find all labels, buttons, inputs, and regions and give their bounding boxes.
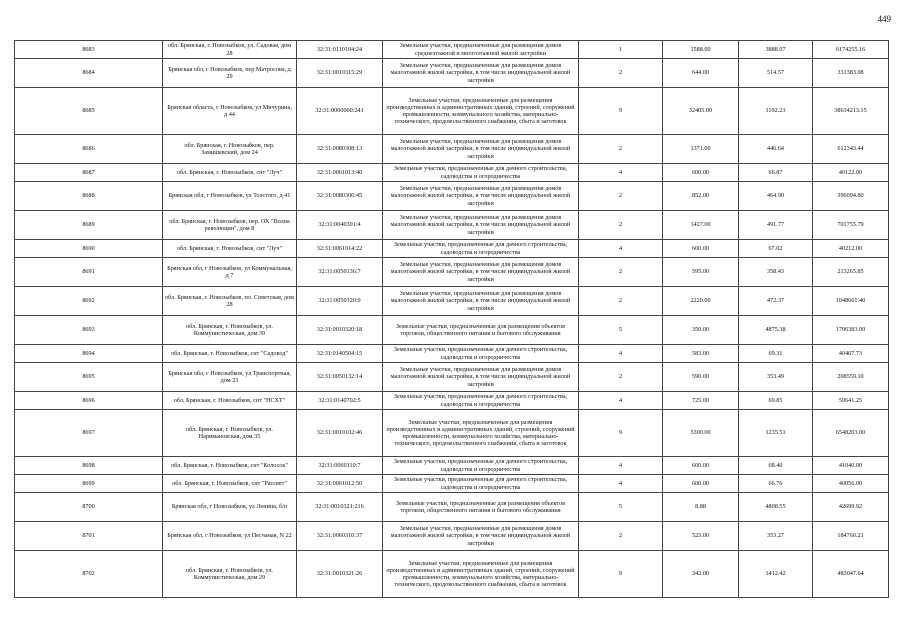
- address-cell: Брянская обл, г Новозыбков, ул Коммунальная, д 7: [163, 258, 297, 287]
- area-cell: 523.00: [663, 522, 739, 551]
- area-cell: 644.00: [663, 59, 739, 88]
- row-number-cell: 8688: [15, 182, 163, 211]
- area-cell: 1588.00: [663, 41, 739, 59]
- row-number-cell: 8698: [15, 457, 163, 475]
- page-number: 449: [877, 14, 891, 24]
- cadastral-value-cell: 483047.64: [813, 551, 889, 598]
- address-cell: обл. Брянская, г. Новозыбков, снт "Луч": [163, 164, 297, 182]
- address-cell: Брянская обл, г Новозыбков, ул Ленина, б/н: [163, 493, 297, 522]
- table-row: [15, 258, 889, 287]
- area-cell: 590.00: [663, 363, 739, 392]
- cadastral-number-cell: 32:31:0000000:241: [297, 88, 383, 135]
- cadastral-number-cell: 32:31:0061012:50: [297, 475, 383, 493]
- address-cell: обл. Брянская, г. Новозыбков, снт "Луч": [163, 240, 297, 258]
- area-cell: 583.00: [663, 345, 739, 363]
- unit-value-cell: 1235.51: [739, 410, 813, 457]
- unit-value-cell: 491.77: [739, 211, 813, 240]
- address-cell: обл. Брянская, г. Новозыбков, снт "Рассвет": [163, 475, 297, 493]
- cadastral-value-cell: 42699.92: [813, 493, 889, 522]
- cadastral-value-cell: 701755.79: [813, 211, 889, 240]
- use-group-cell: 2: [579, 522, 663, 551]
- cadastral-value-cell: 40122.00: [813, 164, 889, 182]
- row-number-cell: 8693: [15, 316, 163, 345]
- area-cell: 600.00: [663, 240, 739, 258]
- cadastral-number-cell: 32:31:0080308:13: [297, 135, 383, 164]
- unit-value-cell: 464.90: [739, 182, 813, 211]
- land-use-cell: Земельные участки, предназначенные для дачного строительства, садоводства и огородничества: [383, 164, 579, 182]
- table-row: [15, 164, 889, 182]
- land-use-cell: Земельные участки, предназначенные для размещения объектов торговли, общественного питания и бытового обслуживания: [383, 316, 579, 345]
- use-group-cell: 5: [579, 493, 663, 522]
- unit-value-cell: 358.43: [739, 258, 813, 287]
- table-row: [15, 88, 889, 135]
- address-cell: обл. Брянская, г. Новозыбков, ул. Наримановская, дом 35: [163, 410, 297, 457]
- table-row: [15, 41, 889, 59]
- unit-value-cell: 514.57: [739, 59, 813, 88]
- cadastral-number-cell: 32:31:0010320:18: [297, 316, 383, 345]
- row-number-cell: 8687: [15, 164, 163, 182]
- cadastral-number-cell: 32:31:0050136:7: [297, 258, 383, 287]
- row-number-cell: 8685: [15, 88, 163, 135]
- use-group-cell: 4: [579, 240, 663, 258]
- table-row: [15, 363, 889, 392]
- area-cell: 1427.00: [663, 211, 739, 240]
- table-row: [15, 287, 889, 316]
- area-cell: 8.88: [663, 493, 739, 522]
- unit-value-cell: 1192.23: [739, 88, 813, 135]
- cadastral-number-cell: 32:31:0140504:15: [297, 345, 383, 363]
- land-use-cell: Земельные участки, предназначенные для размещения домов малоэтажной жилой застройки, в том числе индивидуальной жилой застройки: [383, 363, 579, 392]
- cadastre-table: [14, 40, 889, 598]
- row-number-cell: 8684: [15, 59, 163, 88]
- cadastral-number-cell: 32:31:0010321:216: [297, 493, 383, 522]
- row-number-cell: 8686: [15, 135, 163, 164]
- cadastral-number-cell: 32:31:0060310:37: [297, 522, 383, 551]
- address-cell: обл. Брянская, г. Новозыбков, снт "Садовод": [163, 345, 297, 363]
- unit-value-cell: 66.76: [739, 475, 813, 493]
- row-number-cell: 8694: [15, 345, 163, 363]
- row-number-cell: 8696: [15, 392, 163, 410]
- row-number-cell: 8689: [15, 211, 163, 240]
- address-cell: обл. Брянская, г. Новозыбков, пл. Советская, дом 28: [163, 287, 297, 316]
- address-cell: обл. Брянская, г. Новозыбков, снт "НСХТ": [163, 392, 297, 410]
- address-cell: обл. Брянская, г. Новозыбков, ул. Садовая, дом 28: [163, 41, 297, 59]
- use-group-cell: 9: [579, 88, 663, 135]
- use-group-cell: 2: [579, 59, 663, 88]
- address-cell: обл. Брянская, г. Новозыбков, ул. Коммунистическая, дом 39: [163, 316, 297, 345]
- row-number-cell: 8700: [15, 493, 163, 522]
- unit-value-cell: 446.64: [739, 135, 813, 164]
- address-cell: Брянская обл, г Новозыбков, ул Транспортная, дом 23: [163, 363, 297, 392]
- use-group-cell: 4: [579, 475, 663, 493]
- cadastral-number-cell: 32:31:0010102:46: [297, 410, 383, 457]
- row-number-cell: 8701: [15, 522, 163, 551]
- table-row: [15, 240, 889, 258]
- address-cell: Брянская обл, г Новозыбков, ул Песчаная, N 22: [163, 522, 297, 551]
- area-cell: 350.00: [663, 316, 739, 345]
- land-use-cell: Земельные участки, предназначенные для размещения домов малоэтажной жилой застройки, в том числе индивидуальной жилой застройки: [383, 258, 579, 287]
- table-row: [15, 316, 889, 345]
- use-group-cell: 9: [579, 410, 663, 457]
- land-use-cell: Земельные участки, предназначенные для размещения производственных и административных зданий, строений, сооружений промышленности, коммунального хозяйства, материально-технического, продовольственного снабжения, сбыта и заготовок: [383, 88, 579, 135]
- cadastral-value-cell: 184760.21: [813, 522, 889, 551]
- land-use-cell: Земельные участки, предназначенные для размещения домов среднеэтажной и многоэтажной жилой застройки: [383, 41, 579, 59]
- land-use-cell: Земельные участки, предназначенные для дачного строительства, садоводства и огородничества: [383, 345, 579, 363]
- area-cell: 595.00: [663, 258, 739, 287]
- area-cell: 1371.00: [663, 135, 739, 164]
- table-body: [15, 41, 889, 598]
- row-number-cell: 8691: [15, 258, 163, 287]
- use-group-cell: 9: [579, 551, 663, 598]
- cadastral-value-cell: 396094.80: [813, 182, 889, 211]
- address-cell: обл. Брянская, г. Новозыбков, ул. Коммунистическая, дом 29: [163, 551, 297, 598]
- cadastral-number-cell: 32:31:0050320:9: [297, 287, 383, 316]
- area-cell: 2220.00: [663, 287, 739, 316]
- cadastral-value-cell: 50641.25: [813, 392, 889, 410]
- cadastral-value-cell: 331383.08: [813, 59, 889, 88]
- table-row: [15, 392, 889, 410]
- cadastral-value-cell: 612343.44: [813, 135, 889, 164]
- cadastral-number-cell: 32:31:0110104:24: [297, 41, 383, 59]
- unit-value-cell: 69.85: [739, 392, 813, 410]
- cadastral-value-cell: 1706383.00: [813, 316, 889, 345]
- unit-value-cell: 3888.07: [739, 41, 813, 59]
- cadastral-value-cell: 1048661.40: [813, 287, 889, 316]
- cadastral-value-cell: 40212.00: [813, 240, 889, 258]
- address-cell: Брянская обл, г Новозыбков, ул Толстого, д 41: [163, 182, 297, 211]
- land-use-cell: Земельные участки, предназначенные для размещения домов малоэтажной жилой застройки, в том числе индивидуальной жилой застройки: [383, 287, 579, 316]
- cadastral-value-cell: 208559.10: [813, 363, 889, 392]
- area-cell: 852.00: [663, 182, 739, 211]
- land-use-cell: Земельные участки, предназначенные для размещения домов малоэтажной жилой застройки, в том числе индивидуальной жилой застройки: [383, 182, 579, 211]
- row-number-cell: 8699: [15, 475, 163, 493]
- cadastral-number-cell: 32:31:0010321:26: [297, 551, 383, 598]
- row-number-cell: 8692: [15, 287, 163, 316]
- area-cell: 5300.00: [663, 410, 739, 457]
- table-row: [15, 135, 889, 164]
- table-row: [15, 182, 889, 211]
- cadastral-value-cell: 6548203.00: [813, 410, 889, 457]
- table-row: [15, 345, 889, 363]
- area-cell: 725.00: [663, 392, 739, 410]
- unit-value-cell: 1412.42: [739, 551, 813, 598]
- land-use-cell: Земельные участки, предназначенные для дачного строительства, садоводства и огородничества: [383, 457, 579, 475]
- area-cell: 600.00: [663, 475, 739, 493]
- row-number-cell: 8695: [15, 363, 163, 392]
- use-group-cell: 4: [579, 345, 663, 363]
- land-use-cell: Земельные участки, предназначенные для дачного строительства, садоводства и огородничества: [383, 240, 579, 258]
- cadastral-value-cell: 38634213.15: [813, 88, 889, 135]
- area-cell: 32405.00: [663, 88, 739, 135]
- cadastral-value-cell: 40407.73: [813, 345, 889, 363]
- cadastral-value-cell: 40056.00: [813, 475, 889, 493]
- cadastral-number-cell: 32:31:0050132:14: [297, 363, 383, 392]
- cadastral-number-cell: 32:31:0010315:29: [297, 59, 383, 88]
- unit-value-cell: 4808.55: [739, 493, 813, 522]
- land-use-cell: Земельные участки, предназначенные для дачного строительства, садоводства и огородничества: [383, 475, 579, 493]
- cadastral-number-cell: 32:31:0140702:5: [297, 392, 383, 410]
- address-cell: обл. Брянская, г. Новозыбков, пер. Замишевский, дом 24: [163, 135, 297, 164]
- land-use-cell: Земельные участки, предназначенные для размещения домов малоэтажной жилой застройки, в том числе индивидуальной жилой застройки: [383, 59, 579, 88]
- unit-value-cell: 353.27: [739, 522, 813, 551]
- use-group-cell: 2: [579, 287, 663, 316]
- use-group-cell: 1: [579, 41, 663, 59]
- land-use-cell: Земельные участки, предназначенные для размещения производственных и административных зданий, строений, сооружений промышленности, коммунального хозяйства, материально-технического, продовольственного снабжения, сбыта и заготовок: [383, 410, 579, 457]
- use-group-cell: 2: [579, 182, 663, 211]
- cadastral-value-cell: 6174255.16: [813, 41, 889, 59]
- use-group-cell: 4: [579, 457, 663, 475]
- area-cell: 600.00: [663, 164, 739, 182]
- row-number-cell: 8702: [15, 551, 163, 598]
- use-group-cell: 2: [579, 258, 663, 287]
- table-row: [15, 551, 889, 598]
- table-row: [15, 457, 889, 475]
- table-row: [15, 522, 889, 551]
- row-number-cell: 8683: [15, 41, 163, 59]
- area-cell: 600.00: [663, 457, 739, 475]
- cadastral-value-cell: 213265.85: [813, 258, 889, 287]
- cadastral-number-cell: 32:31:0080306:45: [297, 182, 383, 211]
- table-row: [15, 410, 889, 457]
- row-number-cell: 8697: [15, 410, 163, 457]
- unit-value-cell: 353.49: [739, 363, 813, 392]
- land-use-cell: Земельные участки, предназначенные для размещения домов малоэтажной жилой застройки, в том числе индивидуальной жилой застройки: [383, 522, 579, 551]
- table-row: [15, 211, 889, 240]
- unit-value-cell: 4875.38: [739, 316, 813, 345]
- address-cell: обл. Брянская, г. Новозыбков, пер. ОХ "Волна революции", дом 8: [163, 211, 297, 240]
- use-group-cell: 2: [579, 363, 663, 392]
- unit-value-cell: 68.40: [739, 457, 813, 475]
- unit-value-cell: 69.31: [739, 345, 813, 363]
- use-group-cell: 2: [579, 211, 663, 240]
- address-cell: обл. Брянская, г. Новозыбков, снт "Колосок": [163, 457, 297, 475]
- use-group-cell: 4: [579, 164, 663, 182]
- table-row: [15, 59, 889, 88]
- unit-value-cell: 66.87: [739, 164, 813, 182]
- table-row: [15, 493, 889, 522]
- unit-value-cell: 472.37: [739, 287, 813, 316]
- cadastral-number-cell: 32:31:0040301:4: [297, 211, 383, 240]
- use-group-cell: 5: [579, 316, 663, 345]
- cadastral-number-cell: 32:31:0061014:22: [297, 240, 383, 258]
- row-number-cell: 8690: [15, 240, 163, 258]
- land-use-cell: Земельные участки, предназначенные для размещения домов малоэтажной жилой застройки, в том числе индивидуальной жилой застройки: [383, 211, 579, 240]
- address-cell: Брянская обл, г Новозыбков, пер Матросова, д 29: [163, 59, 297, 88]
- land-use-cell: Земельные участки, предназначенные для дачного строительства, садоводства и огородничества: [383, 392, 579, 410]
- cadastral-number-cell: 32:31:0061013:40: [297, 164, 383, 182]
- land-use-cell: Земельные участки, предназначенные для размещения производственных и административных зданий, строений, сооружений промышленности, коммунального хозяйства, материально-технического, продовольственного снабжения, сбыта и заготовок: [383, 551, 579, 598]
- cadastral-number-cell: 32:31:0060110:7: [297, 457, 383, 475]
- address-cell: Брянская область, г Новозыбков, ул Мичурина, д 44: [163, 88, 297, 135]
- use-group-cell: 4: [579, 392, 663, 410]
- area-cell: 342.00: [663, 551, 739, 598]
- cadastral-value-cell: 41040.00: [813, 457, 889, 475]
- use-group-cell: 2: [579, 135, 663, 164]
- table-row: [15, 475, 889, 493]
- unit-value-cell: 67.02: [739, 240, 813, 258]
- land-use-cell: Земельные участки, предназначенные для размещения домов малоэтажной жилой застройки, в том числе индивидуальной жилой застройки: [383, 135, 579, 164]
- land-use-cell: Земельные участки, предназначенные для размещения объектов торговли, общественного питания и бытового обслуживания: [383, 493, 579, 522]
